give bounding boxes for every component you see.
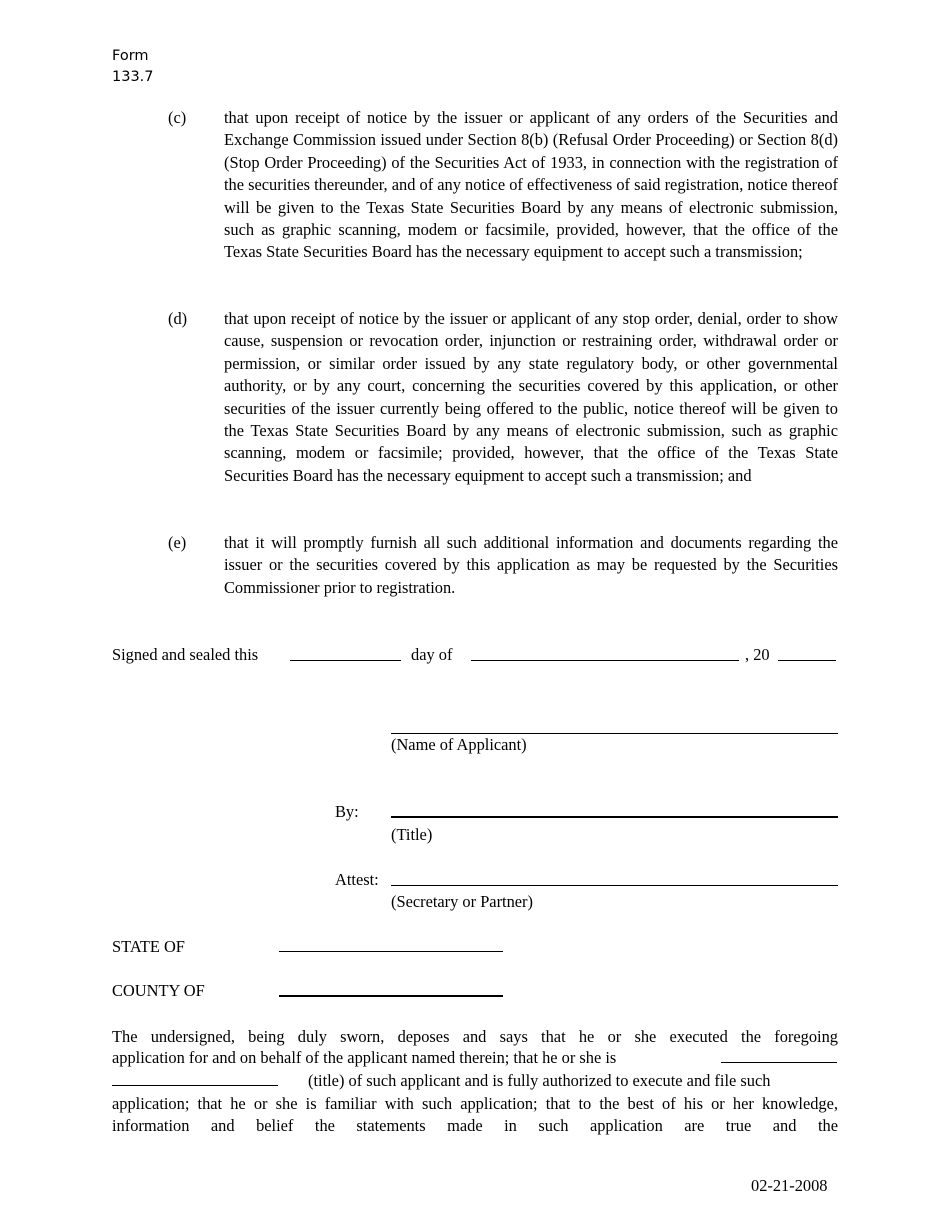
year-prefix: , 20 [745, 645, 770, 664]
footer-date-code: 02-21-2008 [751, 1176, 828, 1195]
title-caption: (Title) [391, 825, 433, 844]
attest-caption: (Secretary or Partner) [391, 892, 533, 911]
county-label: COUNTY OF [112, 981, 205, 1000]
affidavit-line-3: (title) of such applicant and is fully authorized to execute and file such [308, 1071, 771, 1090]
clause-label: (e) [168, 533, 187, 552]
signed-prefix: Signed and sealed this [112, 645, 259, 664]
by-signature-field[interactable] [391, 816, 838, 818]
affidavit-line-1: The undersigned, being duly sworn, deposes and says that he or she executed the foregoing [112, 1027, 838, 1046]
clause-text: that upon receipt of notice by the issuer or applicant of any stop order, denial, order to show cause, suspension or revocation order, injunction or restraining order, withdrawal order or permission, or similar order issued by any state regulatory body, or other governmental authority, or by any court, concerning the securities covered by this application, or other securities of the issuer currently being offered to the public, notice thereof will be given to the Texas State Securities Board by any means of electronic submission, such as graphic scanning, modem or facsimile; provided, however, that the office of the Texas State Securities Board has the necessary equipment to accept such a transmission; and [224, 309, 838, 485]
form-label: Form [112, 48, 149, 64]
by-label: By: [335, 802, 359, 821]
day-of-label: day of [411, 645, 453, 664]
month-field[interactable] [471, 660, 739, 661]
clause-label: (c) [168, 108, 187, 127]
affidavit-line-2: application for and on behalf of the applicant named therein; that he or she is [112, 1048, 617, 1067]
affiant-title-field-2[interactable] [112, 1085, 278, 1086]
county-field[interactable] [279, 995, 503, 997]
year-field[interactable] [778, 660, 836, 661]
clause-text: that it will promptly furnish all such additional information and documents regarding the issuer or the securities covered by this application as may be requested by the Securities Commissioner prior to registration. [224, 533, 838, 597]
attest-label: Attest: [335, 870, 379, 889]
attest-signature-field[interactable] [391, 885, 838, 886]
state-field[interactable] [279, 951, 503, 952]
name-caption: (Name of Applicant) [391, 735, 527, 754]
day-field[interactable] [290, 660, 401, 661]
clause-text: that upon receipt of notice by the issuer or applicant of any orders of the Securities and Exchange Commission issued under Section 8(b) (Refusal Order Proceeding) or Section 8(d) (Stop Order Proceeding) of the Securities Act of 1933, in connection with the registration of the securities thereunder, and of any notice of effectiveness of said registration, notice thereof will be given to the Texas State Securities Board by any means of electronic submission, such as graphic scanning, modem or facsimile, provided, however, that the office of the Texas State Securities Board has the necessary equipment to accept such a transmission; [224, 108, 838, 262]
clause-label: (d) [168, 309, 188, 328]
state-label: STATE OF [112, 937, 185, 956]
applicant-name-field[interactable] [391, 733, 838, 734]
affidavit-rest: application; that he or she is familiar with such application; that to the best of his or her knowledge, information and belief the statements made in such application are true and the [112, 1094, 838, 1136]
affiant-title-field-1[interactable] [721, 1062, 837, 1063]
form-number: 133.7 [112, 69, 154, 85]
